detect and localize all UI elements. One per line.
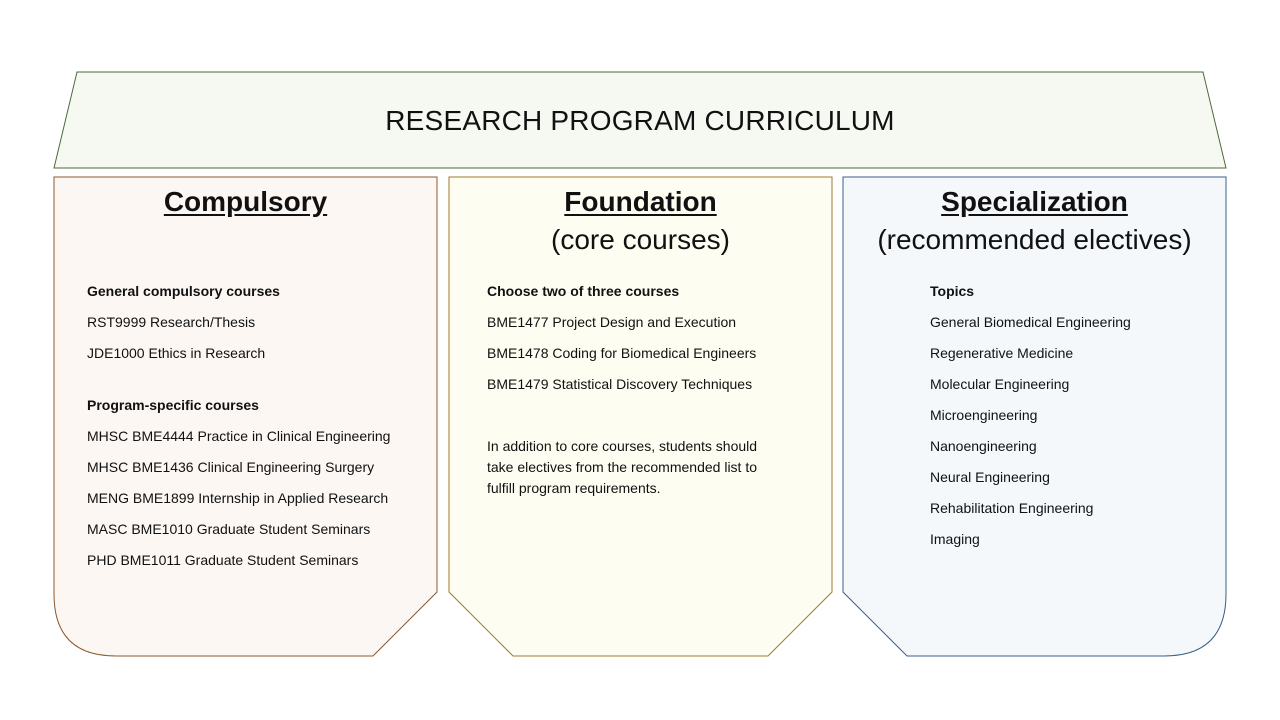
section-title-general: General compulsory courses [87,283,280,299]
list-item: RST9999 Research/Thesis [87,314,256,330]
specialization-content [930,281,1131,560]
section-title-program-specific: Program-specific courses [87,397,259,413]
list-item: MENG BME1899 Internship in Applied Research [87,490,389,506]
list-item: Regenerative Medicine [930,345,1074,361]
compulsory-heading-block [54,183,437,221]
compulsory-heading: Compulsory [163,186,328,217]
specialization-heading: Specialization [941,186,1128,217]
list-item: BME1477 Project Design and Execution [487,314,737,330]
list-item: General Biomedical Engineering [930,314,1131,330]
list-item: MHSC BME4444 Practice in Clinical Engineering [87,428,391,444]
page-title: RESEARCH PROGRAM CURRICULUM [385,104,895,136]
list-item: Molecular Engineering [930,376,1070,392]
foundation-content [487,281,756,405]
specialization-heading-block [843,183,1226,259]
list-item: Imaging [930,531,980,547]
list-item: BME1478 Coding for Biomedical Engineers [487,345,757,361]
list-item: Microengineering [930,407,1038,423]
list-item: PHD BME1011 Graduate Student Seminars [87,552,359,568]
list-item: MASC BME1010 Graduate Student Seminars [87,521,371,537]
foundation-heading: Foundation [564,186,717,217]
list-item: Nanoengineering [930,438,1037,454]
section-title-topics: Topics [930,283,975,299]
list-item: BME1479 Statistical Discovery Techniques [487,376,753,392]
list-item: Rehabilitation Engineering [930,500,1094,516]
foundation-note: In addition to core courses, students should take electives from the recommended list to fulfill program requirements. [487,438,758,496]
list-item: JDE1000 Ethics in Research [87,345,266,361]
section-title-choose: Choose two of three courses [487,283,680,299]
specialization-subheading: (recommended electives) [877,224,1192,255]
list-item: Neural Engineering [930,469,1050,485]
list-item: MHSC BME1436 Clinical Engineering Surgery [87,459,375,475]
compulsory-content [87,281,390,581]
foundation-subheading: (core courses) [551,224,730,255]
foundation-heading-block [449,183,832,259]
